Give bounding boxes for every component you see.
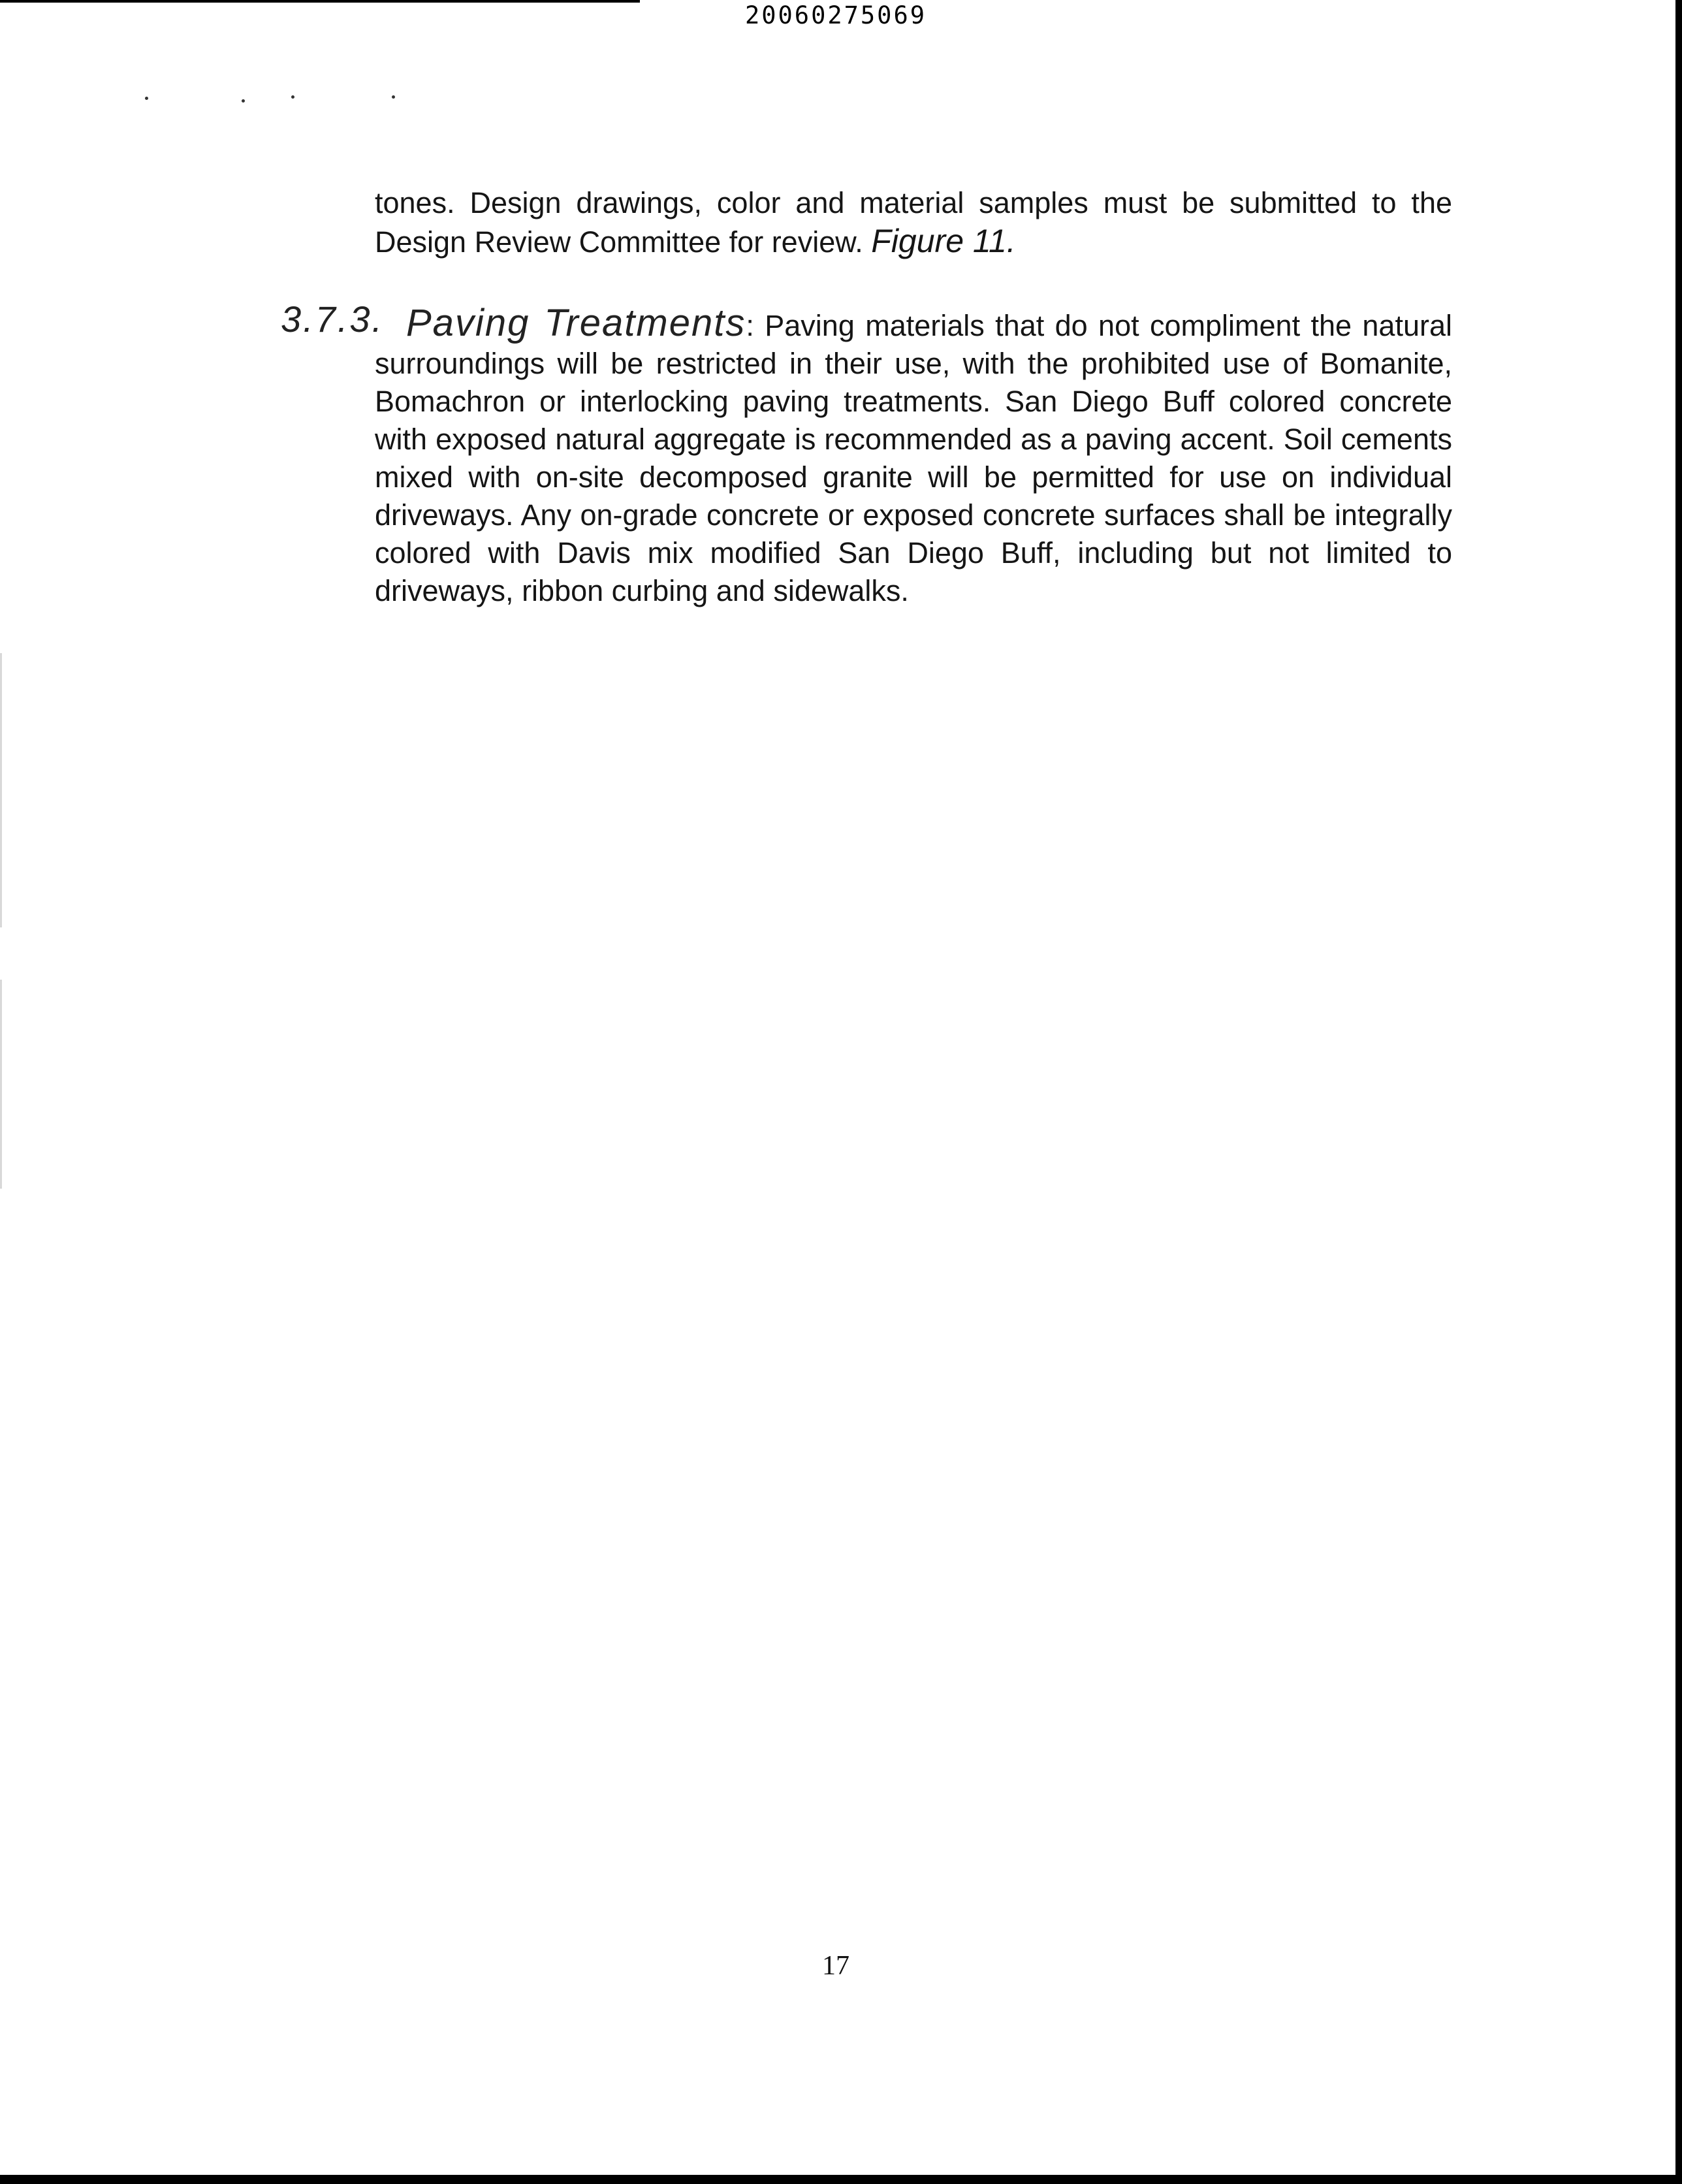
section-body: Paving materials that do not compliment the natural surroundings will be restricted in their use, with the prohibited use of Bomanite, Bomachron or interlocking paving treatments. San Diego Buff colored concrete with exposed natural aggregate is recommended as a paving accent. Soil cements mixed with on-site decomposed granite will be permitted for use on individual driveways. Any on-grade concrete or exposed concrete surfaces shall be integrally colored with Davis mix modified San Diego Buff, including but not limited to driveways, ribbon curbing and sidewalks. bbox=[375, 309, 1452, 607]
scan-speck bbox=[392, 95, 395, 99]
scan-edge-mark bbox=[0, 653, 2, 927]
page-number: 17 bbox=[822, 1951, 849, 1981]
scan-speck bbox=[145, 97, 148, 100]
section-heading: Paving Treatments bbox=[406, 302, 746, 344]
intro-paragraph bbox=[375, 184, 1452, 261]
intro-text: tones. Design drawings, color and material samples must be submitted to the Design Review Committee for review. bbox=[375, 186, 1452, 259]
section-paving-treatments bbox=[281, 298, 1452, 610]
scan-speck bbox=[291, 95, 294, 99]
section-lead bbox=[406, 302, 754, 344]
section-number: 3.7.3. bbox=[281, 298, 385, 340]
scan-edge-mark bbox=[0, 980, 2, 1189]
section-heading-suffix: : bbox=[746, 309, 754, 342]
figure-reference: Figure 11. bbox=[871, 223, 1016, 259]
document-number: 20060275069 bbox=[744, 1, 927, 29]
scan-speck bbox=[242, 99, 245, 103]
